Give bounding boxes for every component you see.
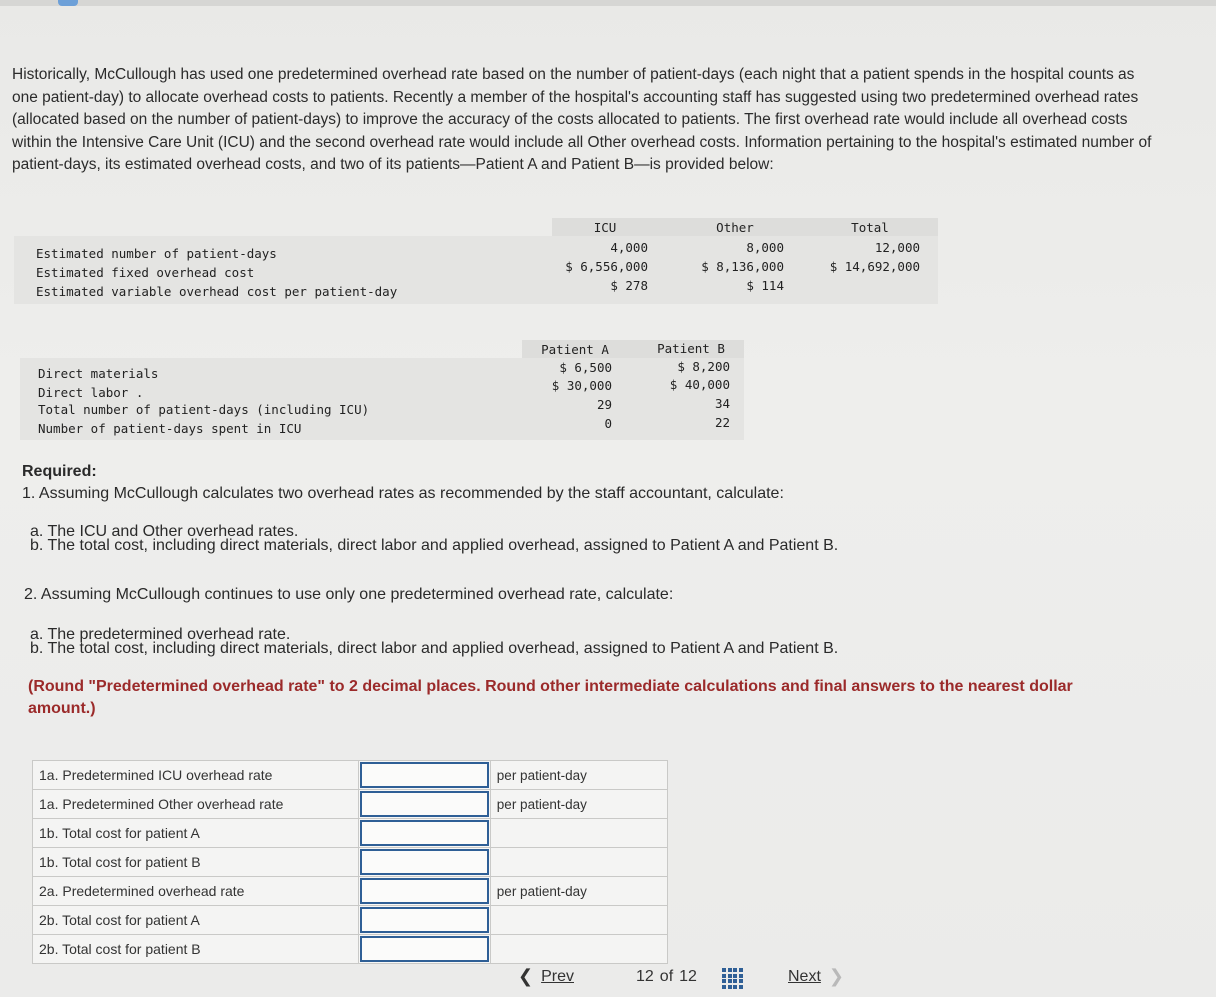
answer-unit	[490, 848, 667, 877]
table2-row-label: Total number of patient-days (including ICU)	[38, 402, 370, 417]
answer-row	[33, 877, 668, 906]
answer-input-cell[interactable]	[358, 819, 490, 848]
answer-unit: per patient-day	[490, 877, 667, 906]
answer-input-cell[interactable]	[358, 790, 490, 819]
table2-row-label: Number of patient-days spent in ICU	[38, 421, 302, 436]
table2-cell-patient-b: 22	[714, 415, 730, 430]
table1-row-label: Estimated variable overhead cost per patient-day	[36, 284, 398, 299]
answer-label: 2b. Total cost for patient B	[33, 935, 359, 964]
answer-row	[33, 819, 668, 848]
answer-input-cell[interactable]	[358, 877, 490, 906]
chevron-left-icon: ❮	[518, 966, 534, 986]
table2-cell-patient-a: $ 6,500	[559, 360, 612, 375]
answer-input-2b-patient-b[interactable]	[360, 936, 489, 962]
answer-label: 2b. Total cost for patient A	[33, 906, 359, 935]
table2-header-patient-a: Patient A	[541, 342, 609, 357]
answer-unit	[490, 935, 667, 964]
table1-cell-other: $ 114	[746, 278, 784, 293]
table2-cell-patient-b: 34	[714, 396, 730, 411]
question-1a: a. The ICU and Other overhead rates.	[30, 523, 299, 540]
answer-label: 1a. Predetermined ICU overhead rate	[33, 761, 359, 790]
problem-intro: Historically, McCullough has used one predetermined overhead rate based on the number of patient-days (each night that a patient spends in the hospital counts as one patient-day) to allocate overhead costs to patients. Recently a member of the hospital's accounting staff has suggested using two predetermined overhead rates (allocated based on the number of patient-days) to improve the accuracy of the costs allocated to patients. The first overhead rate would include all overhead costs within the Intensive Care Unit (ICU) and the second overhead rate would include all Other overhead costs. Information pertaining to the hospital's estimated number of patient-days, its estimated overhead costs, and two of its patients—Patient A and Patient B—is provided below:	[12, 66, 1152, 173]
answer-unit	[490, 819, 667, 848]
next-button[interactable]	[788, 966, 844, 987]
table2-header-patient-b: Patient B	[657, 341, 725, 356]
table2-cell-patient-a: 29	[596, 397, 612, 412]
required-section	[22, 461, 1172, 505]
table2-row-label: Direct materials	[38, 366, 159, 381]
answer-unit: per patient-day	[490, 790, 667, 819]
table1-cell-icu: 4,000	[610, 240, 648, 255]
answer-table	[32, 760, 668, 964]
prev-button[interactable]	[518, 966, 574, 987]
next-label: Next	[788, 967, 821, 985]
table1-header-other: Other	[716, 220, 754, 235]
page-indicator	[636, 968, 697, 986]
table1-cell-icu: $ 278	[610, 278, 648, 293]
answer-row	[33, 848, 668, 877]
answer-input-2b-patient-a[interactable]	[360, 907, 489, 933]
answer-row	[33, 935, 668, 964]
top-tab-indicator	[58, 0, 78, 6]
table2-row-label: Direct labor .	[38, 385, 144, 400]
table1-row-label: Estimated fixed overhead cost	[36, 265, 255, 280]
top-strip	[0, 0, 1216, 6]
question-1: 1. Assuming McCullough calculates two overhead rates as recommended by the staff accountant, calculate:	[22, 485, 784, 502]
table1-header-icu: ICU	[593, 220, 617, 235]
answer-input-1a-other[interactable]	[360, 791, 489, 817]
table1-row-label: Estimated number of patient-days	[36, 246, 277, 261]
answer-input-cell[interactable]	[358, 761, 490, 790]
table1-header-total: Total	[851, 220, 889, 235]
table2-cell-patient-a: 0	[604, 416, 612, 431]
question-2: 2. Assuming McCullough continues to use only one predetermined overhead rate, calculate:	[24, 586, 674, 603]
answer-label: 2a. Predetermined overhead rate	[33, 877, 359, 906]
question-1b: b. The total cost, including direct materials, direct labor and applied overhead, assigned to Patient A and Patient B.	[30, 537, 839, 554]
table2-cell-patient-b: $ 40,000	[669, 377, 730, 392]
answer-label: 1b. Total cost for patient B	[33, 848, 359, 877]
answer-unit	[490, 906, 667, 935]
table1-cell-other: $ 8,136,000	[701, 259, 784, 274]
page-current: 12	[636, 968, 654, 985]
answer-input-cell[interactable]	[358, 906, 490, 935]
answer-input-1b-patient-b[interactable]	[360, 849, 489, 875]
table1-cell-other: 8,000	[746, 240, 784, 255]
question-grid-button[interactable]	[722, 968, 743, 989]
page-of: of	[659, 968, 674, 985]
grid-icon	[722, 968, 743, 989]
answer-input-cell[interactable]	[358, 935, 490, 964]
prev-label: Prev	[541, 967, 574, 985]
page-total: 12	[679, 968, 697, 985]
answer-label: 1b. Total cost for patient A	[33, 819, 359, 848]
answer-input-1a-icu[interactable]	[360, 762, 489, 788]
answer-input-cell[interactable]	[358, 848, 490, 877]
answer-unit: per patient-day	[490, 761, 667, 790]
table1-cell-total: $ 14,692,000	[829, 259, 920, 274]
table1-cell-icu: $ 6,556,000	[565, 259, 648, 274]
table2-cell-patient-a: $ 30,000	[551, 378, 612, 393]
table1-cell-total: 12,000	[874, 240, 920, 255]
answer-input-2a-rate[interactable]	[360, 878, 489, 904]
question-2a: a. The predetermined overhead rate.	[30, 626, 291, 643]
answer-row	[33, 790, 668, 819]
answer-row	[33, 906, 668, 935]
required-title: Required:	[22, 463, 97, 480]
chevron-right-icon: ❯	[828, 966, 844, 986]
answer-row	[33, 761, 668, 790]
answer-label: 1a. Predetermined Other overhead rate	[33, 790, 359, 819]
table2-row-label-text: Direct labor	[38, 385, 129, 400]
answer-input-1b-patient-a[interactable]	[360, 820, 489, 846]
question-2b: b. The total cost, including direct materials, direct labor and applied overhead, assigned to Patient A and Patient B.	[30, 640, 839, 657]
rounding-note: (Round "Predetermined overhead rate" to 2 decimal places. Round other intermediate calculations and final answers to the nearest dollar amount.)	[28, 678, 1073, 717]
table2-cell-patient-b: $ 8,200	[677, 359, 730, 374]
